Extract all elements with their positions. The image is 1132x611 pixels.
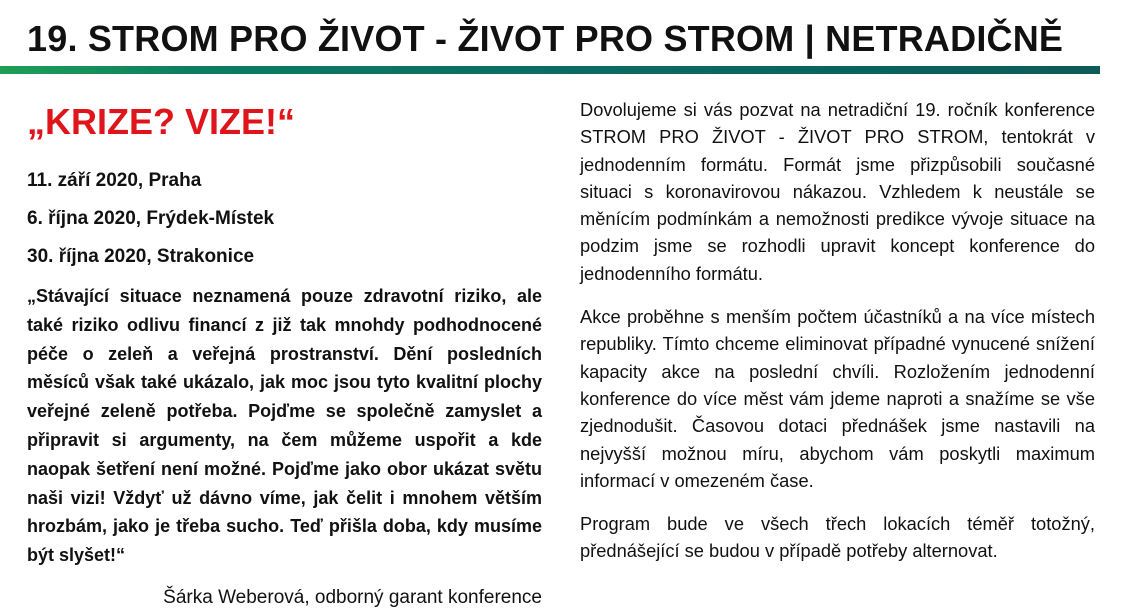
invitation-paragraph: Dovolujeme si vás pozvat na netradiční 19. ročník konference STROM PRO ŽIVOT - ŽIVOT PRO STROM, tentokrát v jednodenním formátu. Formát jsme přizpůsobili současné situaci s koronavirovou nákazou. Vzhledem k neustále se měnícím podmínkám a nemožnosti predikce vývoje situace na podzim jsme se rozhodli upravit koncept konference do jednodenního formátu.: [580, 99, 1095, 284]
conference-slogan: „KRIZE? VIZE!“: [27, 101, 295, 142]
event-date-praha: 11. září 2020, Praha: [27, 170, 202, 191]
event-dates-list: [27, 162, 542, 276]
left-column: [27, 92, 542, 610]
garant-quote: „Stávající situace neznamená pouze zdravotní riziko, ale také riziko odlivu financí z již tak mnohdy podhodnocené péče o zeleň a veřejná prostranství. Dění posledních měsíců však také ukázalo, jak moc jsou tyto kvalitní plochy veřejné zeleně potřeba. Pojďme se společně zamyslet a připravit si argumenty, na čem můžeme uspořit a kde naopak šetření není možné. Pojďme jako obor ukázat světu naši vizi! Vždyť už dávno víme, jak čelit i mnohem větším hrozbám, jako je třeba sucho. Teď přišla doba, kdy musíme být slyšet!“: [27, 286, 542, 566]
event-date-strakonice: 30. října 2020, Strakonice: [27, 246, 255, 267]
program-paragraph: Program bude ve všech třech lokacích téměř totožný, přednášející se budou v případě potřeby alternovat.: [580, 513, 1095, 562]
quote-author: Šárka Weberová, odborný garant konference: [163, 586, 542, 608]
event-date-frydek-mistek: 6. října 2020, Frýdek-Místek: [27, 208, 275, 229]
header-divider: [0, 66, 1100, 74]
right-column: [580, 96, 1095, 581]
event-details-paragraph: Akce proběhne s menším počtem účastníků a na více místech republiky. Tímto chceme eliminovat případné vynucené snížení kapacity akce na poslední chvíli. Rozložením jednodenní konference do více měst vám jdeme naproti a snažíme se vše zjednodušit. Časovou dotaci přednášek jsme nastavili na nejvyšší možnou míru, abychom vám poskytli maximum informací v omezeném čase.: [580, 306, 1095, 491]
page-title: 19. STROM PRO ŽIVOT - ŽIVOT PRO STROM | NETRADIČNĚ: [27, 18, 1064, 59]
